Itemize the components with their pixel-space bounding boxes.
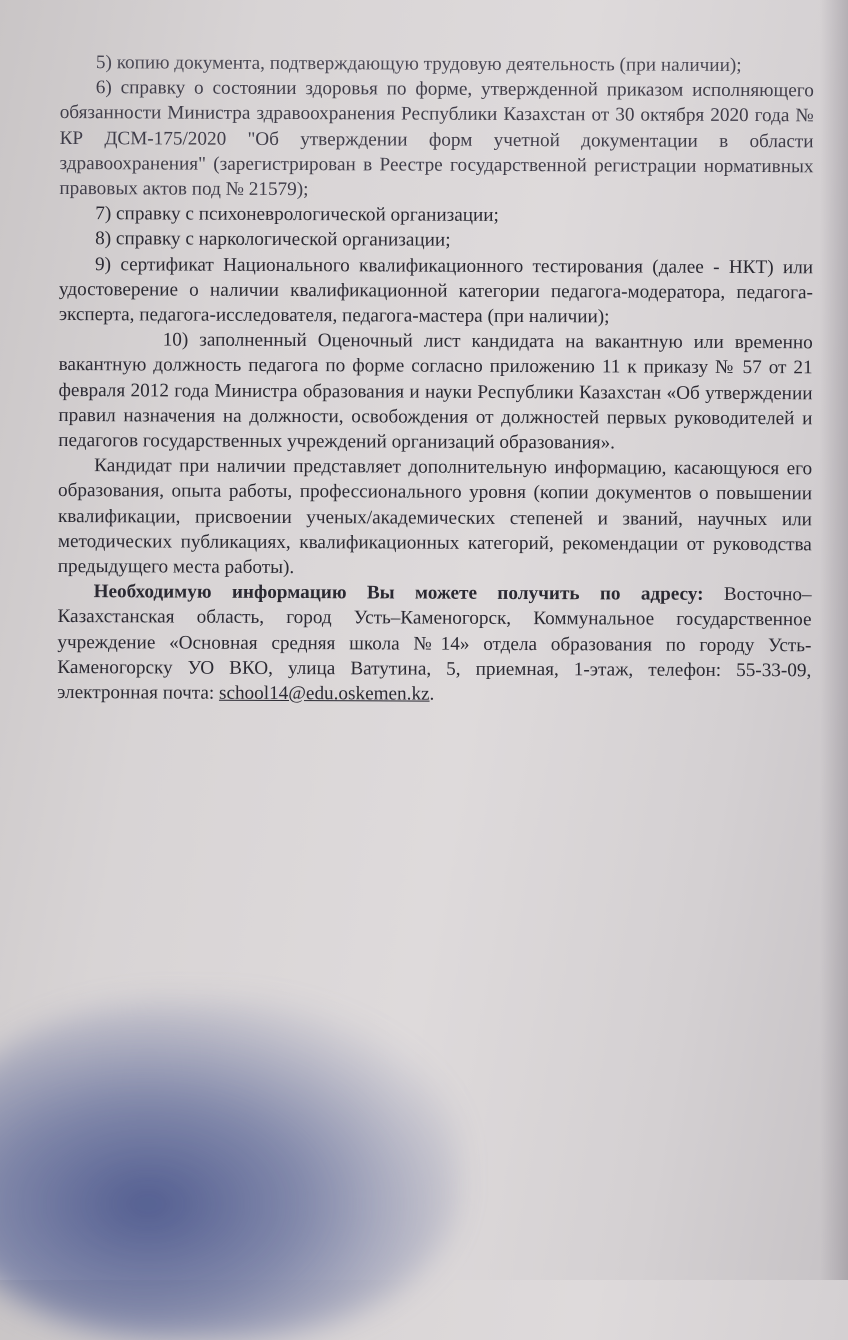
email-tail: . bbox=[429, 683, 435, 705]
contact-intro: Необходимую информацию Вы можете получить по адресу: bbox=[93, 581, 704, 606]
contact-paragraph bbox=[57, 579, 812, 708]
list-item-9: 9) сертификат Национального квалификационного тестирования (далее - НКТ) или удостоверение о наличии квалификационной категории педагога-модератора, педагога-эксперта, педагога-исследователя, педагога-мастера (при наличии); bbox=[58, 253, 814, 328]
list-item-6: 6) справку о состоянии здоровья по форме, утвержденной приказом исполняющего обязанности Министра здравоохранения Республики Казахстан от 30 октября 2020 года № КР ДСМ-175/2020 "Об утверждении форм учетной документации в области здравоохранения" (зарегистрирован в Реестре государственной регистрации нормативных правовых актов под № 21579); bbox=[59, 77, 814, 201]
list-item-5: 5) копию документа, подтверждающую трудовую деятельность (при наличии); bbox=[95, 52, 742, 76]
list-item-10: 10) заполненный Оценочный лист кандидата на вакантную или временно вакантную должность педагога по форме согласно приложению 11 к приказу № 57 от 21 февраля 2012 года Министра образования и науки Республики Казахстан «Об утверждении правил назначения на должности, освобождения от должностей первых руководителей и педагогов государственных учреждений организаций образования». bbox=[58, 329, 813, 454]
page-edge-shadow bbox=[820, 0, 848, 1280]
candidate-note-paragraph: Кандидат при наличии представляет дополнительную информацию, касающуюся его образования, опыта работы, профессионального уровня (копии документов о повышении квалификации, присвоении ученых/академических степеней и званий, научных или методических публикациях, квалификационных категорий, рекомендации от руководства предыдущего места работы). bbox=[57, 455, 813, 579]
document-body bbox=[57, 50, 814, 709]
finger-shadow bbox=[0, 1000, 460, 1340]
list-item-8: 8) справку с наркологической организации; bbox=[95, 228, 451, 252]
list-item-7: 7) справку с психоневрологической организации; bbox=[95, 203, 499, 227]
email-link[interactable]: school14@edu.oskemen.kz bbox=[218, 682, 430, 705]
contact-address: Восточно–Казахстанская область, город Усть–Каменогорск, Коммунальное государственное учреждение «Основная средняя школа №14» отдела образования по городу Усть-Каменогорску УО ВКО, улица Ватутина, 5, приемная, 1-этаж, телефон: 55-33-09, электронная почта: bbox=[57, 584, 812, 704]
